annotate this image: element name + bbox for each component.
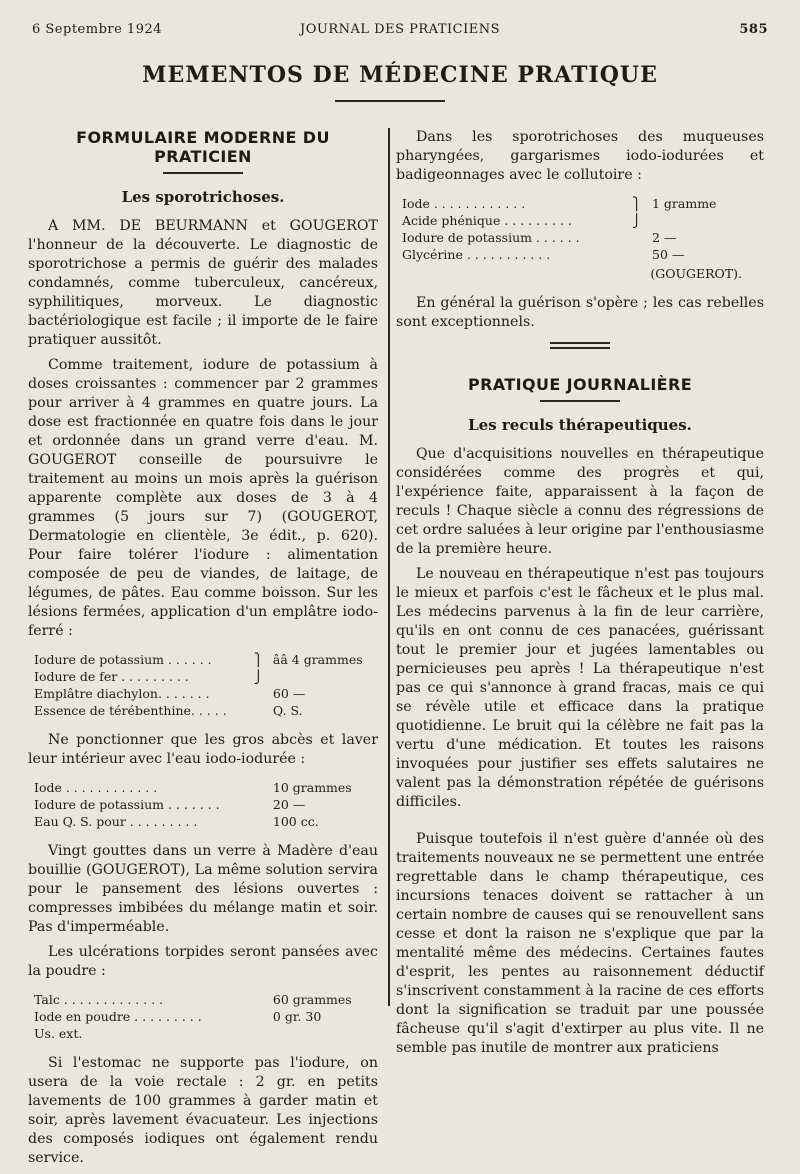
prescription-row: Acide phénique . . . . . . . . . ⎭ bbox=[402, 213, 642, 228]
prescription-poudre bbox=[34, 991, 378, 1042]
paragraph: Si l'estomac ne supporte pas l'iodure, on usera de la voie rectale : 2 gr. en petits lavements de 100 grammes à garder matin et soir, après lavement évacuateur. Les injections des composés iodiques ont également rendu service. bbox=[28, 1055, 378, 1166]
prescription-iodo-ioduree bbox=[34, 779, 378, 830]
prescription-row: Iodure de potassium . . . . . . . 20 — bbox=[34, 797, 306, 812]
prescription-row: Iode . . . . . . . . . . . . ⎫ 1 gramme bbox=[402, 196, 717, 211]
paragraph: Les ulcérations torpides seront pansées avec la poudre : bbox=[28, 944, 378, 979]
prescription-iodo-ferre bbox=[34, 651, 378, 719]
paragraph: A MM. DE BEURMANN et GOUGEROT l'honneur de la découverte. Le diagnostic de sporotrichose a permis de guérir des malades condamnés, comme tuberculeux, cancéreux, syphilitiques, morveux. Le diagnostic bactériologique est facile ; il importe de le faire pratiquer aussitôt. bbox=[28, 218, 378, 348]
page-title: MEMENTOS DE MÉDECINE PRATIQUE bbox=[142, 62, 658, 88]
article-title: Les sporotrichoses. bbox=[121, 188, 285, 206]
section-rule bbox=[540, 400, 620, 402]
prescription-row: Talc . . . . . . . . . . . . . 60 grammes bbox=[34, 992, 352, 1007]
paragraph: Puisque toutefois il n'est guère d'année où des traitements nouveaux ne se permettent une entrée regrettable dans le champ thérapeutique, ces incursions tenaces doivent se rattacher à un certain nombre de causes qui se renouvellent sans cesse et dont la raison ne s'explique que par la mentalité même des médecins. Certaines fautes d'esprit, les pentes au raisonnement déductif s'inscrivent constamment à la racine de ces efforts dont la signification se traduit par une poussée fâcheuse qu'il s'agit d'extirper au plus vite. Il ne semble pas inutile de montrer aux praticiens bbox=[396, 831, 764, 1056]
section-separator bbox=[550, 342, 610, 349]
prescription-row: Iodure de potassium . . . . . . 2 — bbox=[402, 230, 677, 245]
section-heading: FORMULAIRE MODERNE DU PRATICIEN bbox=[76, 128, 330, 166]
prescription-row: Iodure de fer . . . . . . . . . ⎭ bbox=[34, 669, 264, 684]
section-heading: PRATIQUE JOURNALIÈRE bbox=[467, 375, 693, 394]
journal-name: JOURNAL DES PRATICIENS bbox=[300, 22, 500, 37]
paragraph: En général la guérison s'opère ; les cas rebelles sont exceptionnels. bbox=[396, 295, 764, 330]
prescription-row: Us. ext. bbox=[34, 1026, 83, 1041]
prescription-row: Iode . . . . . . . . . . . . 10 grammes bbox=[34, 780, 352, 795]
prescription-row: Emplâtre diachylon. . . . . . . 60 — bbox=[34, 686, 306, 701]
left-column bbox=[28, 128, 378, 1174]
issue-date: 6 Septembre 1924 bbox=[32, 22, 163, 37]
right-column bbox=[396, 128, 764, 1064]
paragraph: Le nouveau en thérapeutique n'est pas toujours le mieux et parfois c'est le fâcheux et le plus mal. Les médecins parvenus à la fin de leur carrière, qu'ils en ont connu de ces panacées, guérissant tout le premier jour et jugées lamentables ou pernicieuses peu après ! La thérapeutique n'est pas ce qui s'annonce à grand fracas, mais ce qui se révèle utile et efficace dans la pratique quotidienne. Le bruit qui la célèbre ne fait pas la vertu d'une médication. Et toutes les raisons invoquées pour justifier ses effets salutaires ne valent pas la démonstration répétée de guérisons difficiles. bbox=[396, 566, 764, 810]
paragraph: Que d'acquisitions nouvelles en thérapeutique considérées comme des progrès et qui, l'expérience faite, apparaissent à la façon de reculs ! Chaque siècle a connu des régressions de cet ordre saluées à leur origine par l'enthousiasme de la première heure. bbox=[396, 446, 764, 557]
prescription-row: Essence de térébenthine. . . . . Q. S. bbox=[34, 703, 303, 718]
prescription-row: Eau Q. S. pour . . . . . . . . . 100 cc. bbox=[34, 814, 319, 829]
paragraph: Comme traitement, iodure de potassium à doses croissantes : commencer par 2 grammes pour arriver à 4 grammes en quatre jours. La dose est fractionnée en quatre fois dans le jour et ordonnée dans un grand verre d'eau. M. GOUGEROT conseille de poursuivre le traitement au moins un mois après la guérison apparente complète aux doses de 3 à 4 grammes (5 jours sur 7) (GOUGEROT, Dermatologie en clientèle, 3e édit., p. 620). Pour faire tolérer l'iodure : alimentation composée de peu de viandes, de laitage, de légumes, de pâtes. Eau comme boisson. Sur les lésions fermées, application d'un emplâtre iodo-ferré : bbox=[28, 357, 378, 639]
paragraph: Vingt gouttes dans un verre à Madère d'eau bouillie (GOUGEROT), La même solution servira pour le pansement des lésions ouvertes : compresses imbibées du mélange matin et soir. Pas d'imperméable. bbox=[28, 843, 378, 935]
column-divider bbox=[388, 128, 390, 1006]
prescription-row: Iodure de potassium . . . . . . ⎫ ââ 4 grammes bbox=[34, 652, 363, 667]
section-rule bbox=[163, 172, 243, 174]
prescription-collutoire bbox=[402, 195, 764, 282]
paragraph: Dans les sporotrichoses des muqueuses pharyngées, gargarismes iodo-iodurées et badigeonnages avec le collutoire : bbox=[396, 129, 764, 183]
page-number: 585 bbox=[739, 22, 768, 37]
prescription-row: Iode en poudre . . . . . . . . . 0 gr. 30 bbox=[34, 1009, 322, 1024]
prescription-signature: (GOUGEROT). bbox=[650, 266, 742, 281]
paragraph: Ne ponctionner que les gros abcès et laver leur intérieur avec l'eau iodo-iodurée : bbox=[28, 732, 378, 767]
running-head bbox=[32, 22, 768, 42]
title-rule bbox=[335, 100, 445, 102]
article-title: Les reculs thérapeutiques. bbox=[468, 416, 692, 434]
prescription-row: Glycérine . . . . . . . . . . . 50 — bbox=[402, 247, 685, 262]
